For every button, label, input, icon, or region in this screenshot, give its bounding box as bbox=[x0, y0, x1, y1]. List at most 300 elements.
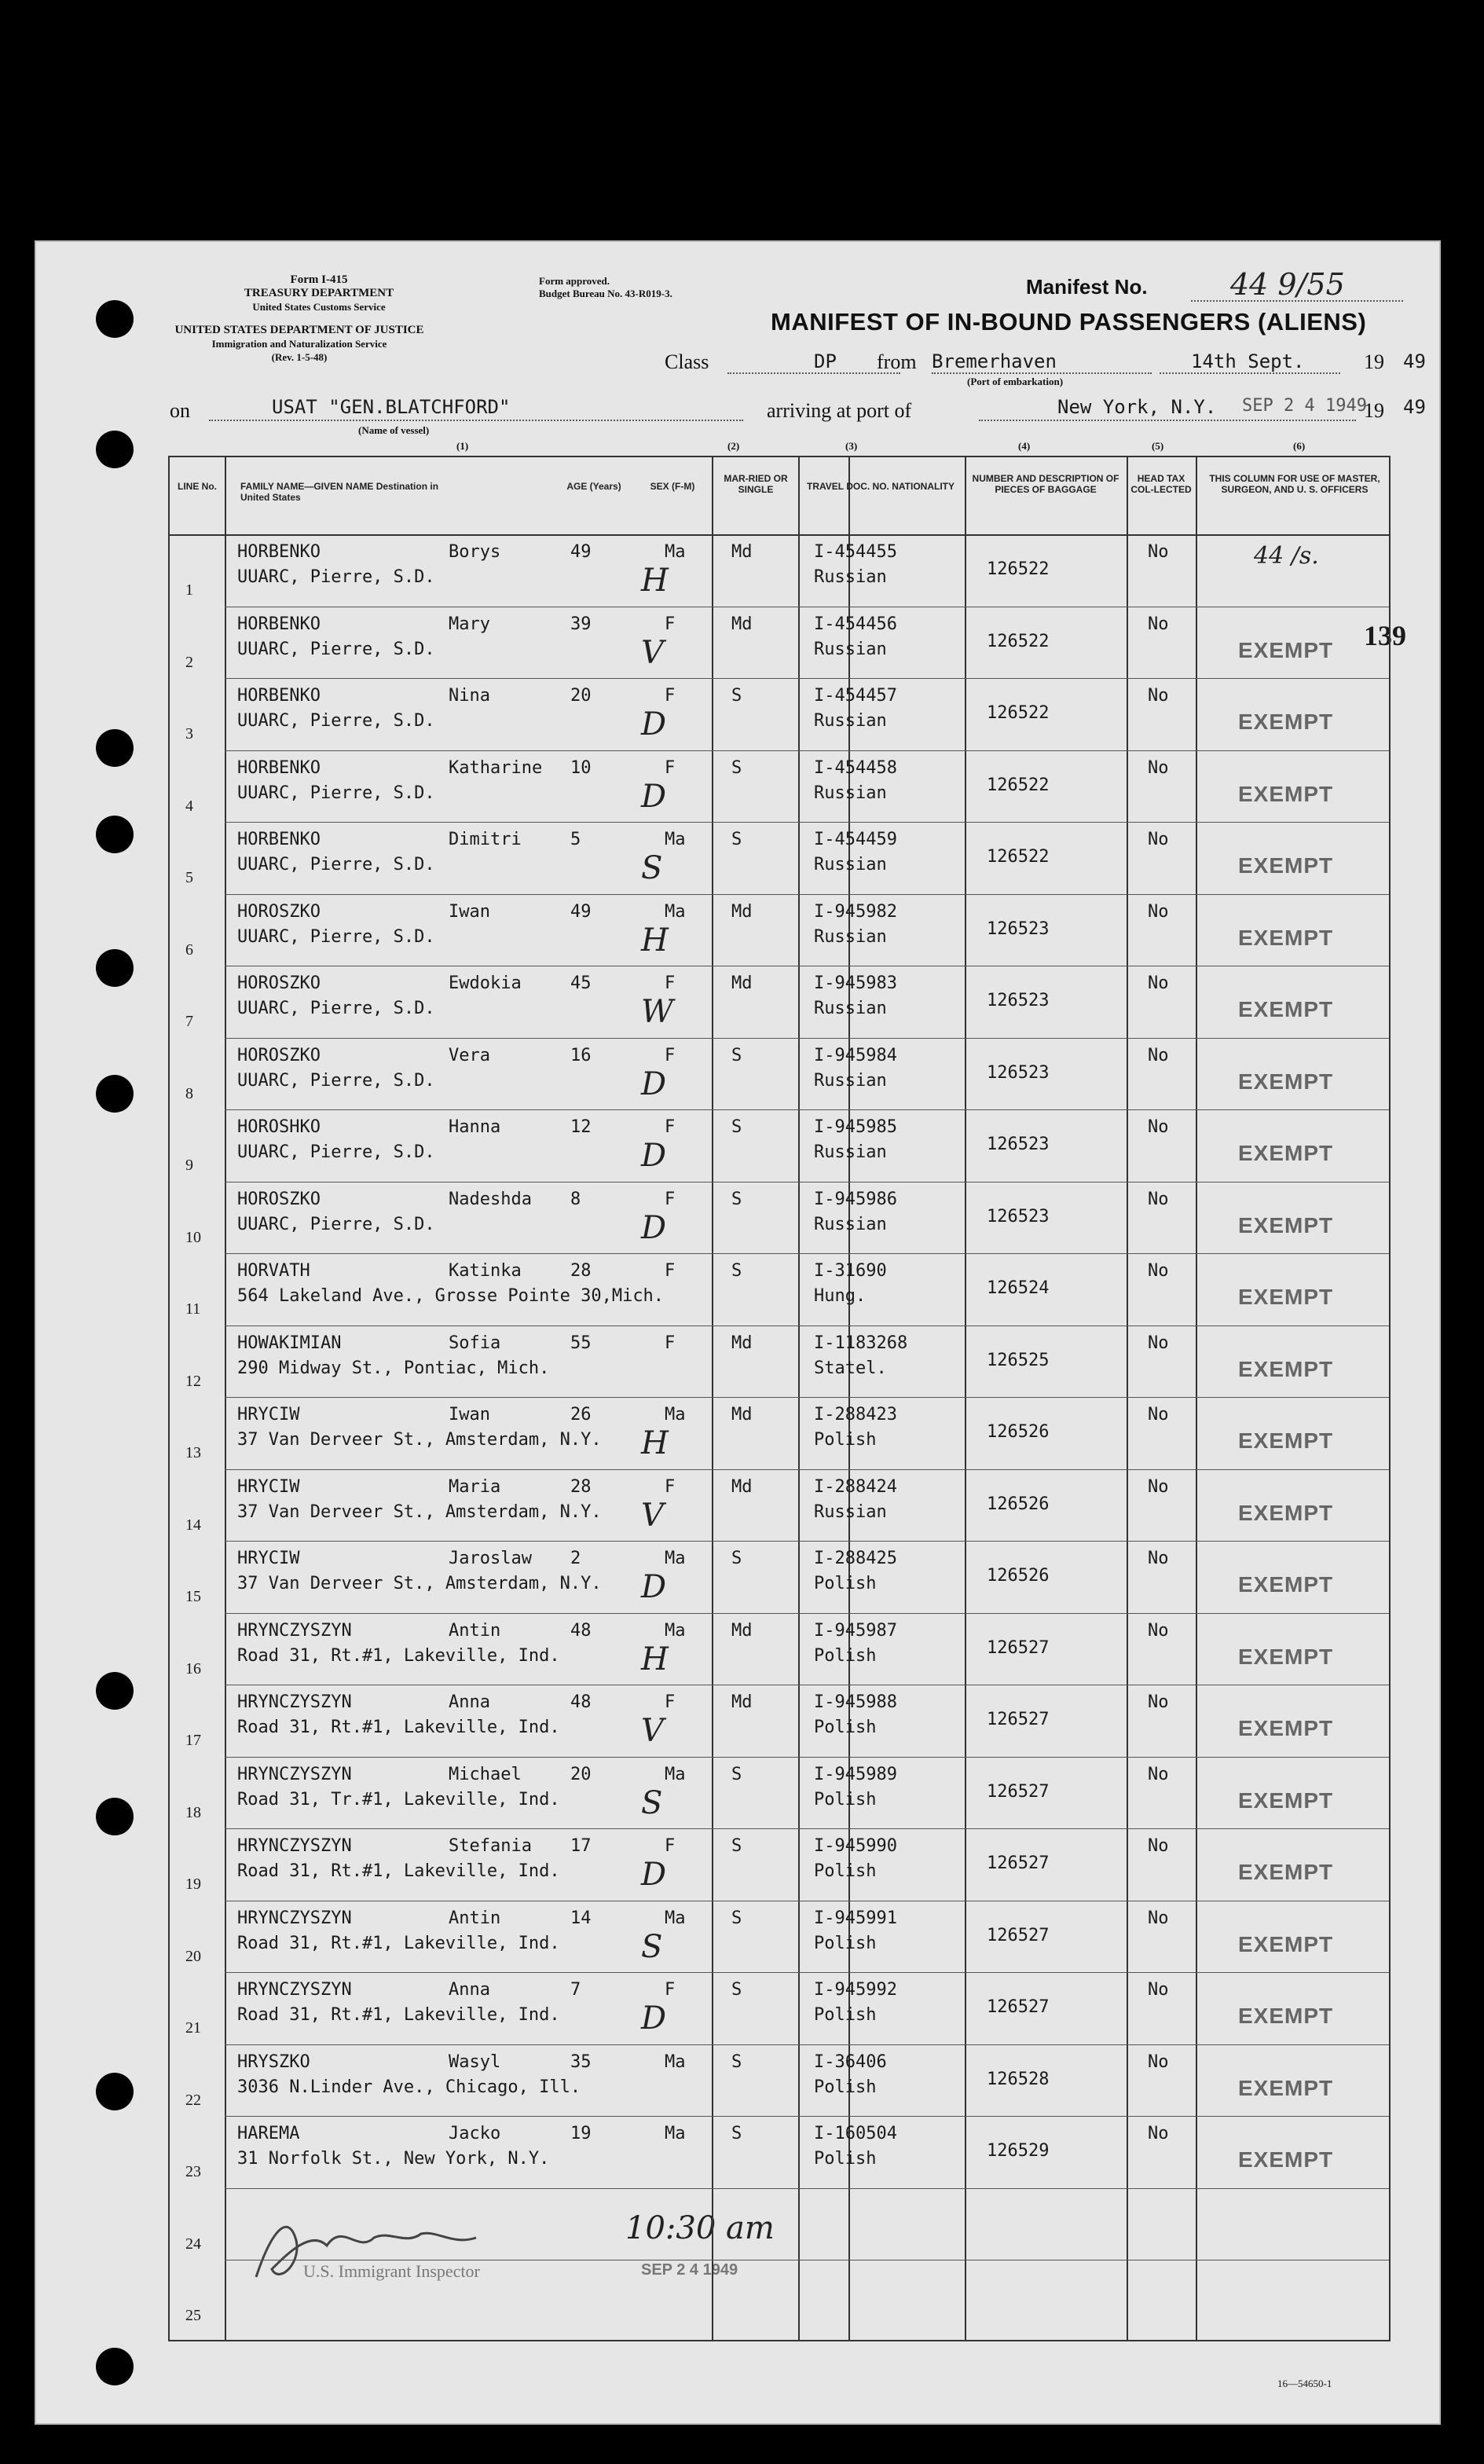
baggage-no: 126527 bbox=[987, 1637, 1050, 1658]
officer-note: 44 /s. bbox=[1254, 542, 1319, 570]
head-tax: No bbox=[1148, 1764, 1169, 1784]
justice-label: UNITED STATES DEPARTMENT OF JUSTICE bbox=[174, 324, 424, 336]
baggage-no: 126523 bbox=[987, 991, 1050, 1010]
handwritten-mark: V bbox=[641, 1497, 664, 1534]
travel-doc-no: I-945987 bbox=[814, 1620, 897, 1641]
nationality: Polish bbox=[814, 1718, 877, 1737]
age: 14 bbox=[570, 1908, 592, 1928]
age: 49 bbox=[570, 901, 592, 922]
head-tax: No bbox=[1148, 1261, 1169, 1281]
line-number: 12 bbox=[185, 1372, 201, 1390]
nationality: Polish bbox=[814, 2077, 877, 2097]
nationality: Polish bbox=[814, 1430, 877, 1450]
handwritten-mark: D bbox=[641, 1209, 667, 1246]
nationality: Statel. bbox=[814, 1358, 887, 1378]
head-tax: No bbox=[1148, 1333, 1169, 1353]
exempt-stamp: EXEMPT bbox=[1238, 637, 1334, 662]
punch-hole bbox=[96, 816, 134, 853]
head-tax: No bbox=[1148, 614, 1169, 634]
exempt-stamp: EXEMPT bbox=[1238, 1716, 1334, 1740]
header-married: MAR-RIED OR SINGLE bbox=[724, 473, 788, 495]
baggage-no: 126522 bbox=[987, 775, 1050, 795]
family-name: HRYNCZYSZYN bbox=[237, 1980, 352, 2000]
family-name: HRYCIW bbox=[237, 1405, 300, 1424]
sex: F bbox=[665, 757, 676, 778]
given-name: Jacko bbox=[449, 2124, 501, 2143]
date-value: 14th Sept. bbox=[1191, 350, 1305, 372]
customs-label: United States Customs Service bbox=[252, 301, 386, 313]
age: 55 bbox=[570, 1333, 592, 1353]
punch-hole bbox=[96, 1798, 134, 1835]
class-line bbox=[727, 372, 900, 374]
family-name: HOROSZKO bbox=[237, 1189, 321, 1209]
inspector-label: U.S. Immigrant Inspector bbox=[303, 2261, 480, 2281]
destination: UUARC, Pierre, S.D. bbox=[237, 926, 435, 947]
destination: 290 Midway St., Pontiac, Mich. bbox=[237, 1358, 550, 1378]
head-tax: No bbox=[1148, 1908, 1169, 1928]
handwritten-mark: D bbox=[641, 2000, 667, 2037]
family-name: HRYCIW bbox=[237, 1476, 300, 1497]
punch-hole bbox=[96, 431, 134, 468]
marital-status: S bbox=[731, 2124, 742, 2143]
header-officers: THIS COLUMN FOR USE OF MASTER, SURGEON, AND U. S. OFFICERS bbox=[1209, 473, 1380, 495]
destination: UUARC, Pierre, S.D. bbox=[237, 783, 435, 803]
family-name: HORBENKO bbox=[237, 830, 321, 849]
handwritten-mark: S bbox=[641, 1928, 663, 1965]
handwritten-mark: H bbox=[641, 563, 669, 599]
line-number: 2 bbox=[185, 653, 193, 671]
travel-doc-no: I-454459 bbox=[814, 830, 897, 849]
travel-doc-no: I-160504 bbox=[814, 2124, 897, 2143]
sex: F bbox=[665, 1045, 676, 1065]
from-line bbox=[932, 372, 1152, 374]
line-number: 14 bbox=[185, 1516, 201, 1534]
handwritten-mark: D bbox=[641, 706, 667, 742]
given-name: Nadeshda bbox=[449, 1189, 532, 1209]
col-divider bbox=[1196, 457, 1197, 2340]
row-divider bbox=[225, 1828, 1389, 1829]
nationality: Polish bbox=[814, 1861, 877, 1881]
line-number: 13 bbox=[185, 1444, 201, 1461]
marital-status: Md bbox=[731, 542, 753, 562]
head-tax: No bbox=[1148, 830, 1169, 849]
baggage-no: 126522 bbox=[987, 559, 1050, 579]
row-divider bbox=[225, 894, 1389, 895]
age: 26 bbox=[570, 1405, 592, 1424]
given-name: Maria bbox=[449, 1476, 501, 1497]
rev-label: (Rev. 1-5-48) bbox=[271, 351, 328, 363]
destination: UUARC, Pierre, S.D. bbox=[237, 1070, 435, 1091]
nationality: Hung. bbox=[814, 1286, 867, 1306]
punch-hole bbox=[96, 2073, 134, 2110]
exempt-stamp: EXEMPT bbox=[1238, 1212, 1334, 1238]
line-number: 8 bbox=[185, 1084, 193, 1102]
manifest-no-label: Manifest No. bbox=[1026, 275, 1148, 299]
form-id-block bbox=[201, 273, 437, 314]
baggage-no: 126524 bbox=[987, 1278, 1050, 1298]
nationality: Polish bbox=[814, 2005, 877, 2025]
nationality: Russian bbox=[814, 783, 887, 803]
exempt-stamp: EXEMPT bbox=[1238, 2075, 1334, 2100]
exempt-stamp: EXEMPT bbox=[1238, 1428, 1334, 1453]
marital-status: Md bbox=[731, 1692, 753, 1712]
handwritten-mark: S bbox=[641, 850, 663, 886]
destination: 37 Van Derveer St., Amsterdam, N.Y. bbox=[237, 1430, 602, 1450]
row-divider bbox=[225, 1972, 1389, 1973]
header-divider bbox=[170, 534, 1389, 536]
row-divider bbox=[225, 1469, 1389, 1470]
sex: F bbox=[665, 614, 676, 634]
given-name: Wasyl bbox=[449, 2052, 501, 2072]
sex: Ma bbox=[665, 2124, 686, 2143]
ins-label: Immigration and Naturalization Service bbox=[211, 338, 387, 350]
col-divider bbox=[712, 457, 713, 2340]
given-name: Antin bbox=[449, 1908, 501, 1928]
head-tax: No bbox=[1148, 974, 1169, 993]
from-value: Bremerhaven bbox=[932, 350, 1057, 372]
age: 28 bbox=[570, 1261, 592, 1281]
exempt-stamp: EXEMPT bbox=[1238, 1644, 1334, 1669]
destination: UUARC, Pierre, S.D. bbox=[237, 855, 435, 874]
passenger-table bbox=[168, 456, 1391, 2341]
nationality: Russian bbox=[814, 855, 887, 874]
head-tax: No bbox=[1148, 686, 1169, 706]
year-value: 49 bbox=[1403, 350, 1426, 372]
header-name: FAMILY NAME—GIVEN NAME Destination in United States bbox=[240, 481, 439, 503]
arrival-year-prefix: 19 bbox=[1364, 399, 1384, 422]
nationality: Russian bbox=[814, 1214, 887, 1234]
family-name: HRYNCZYSZYN bbox=[237, 1764, 352, 1784]
nationality: Polish bbox=[814, 1574, 877, 1593]
age: 20 bbox=[570, 1764, 592, 1784]
marital-status: S bbox=[731, 1764, 742, 1784]
baggage-no: 126526 bbox=[987, 1566, 1050, 1586]
baggage-no: 126526 bbox=[987, 1494, 1050, 1514]
given-name: Anna bbox=[449, 1692, 490, 1712]
baggage-no: 126525 bbox=[987, 1350, 1050, 1370]
handwritten-mark: H bbox=[641, 922, 669, 959]
destination: 31 Norfolk St., New York, N.Y. bbox=[237, 2149, 550, 2169]
marital-status: S bbox=[731, 2052, 742, 2072]
age: 7 bbox=[570, 1980, 581, 2000]
budget-label: Budget Bureau No. 43-R019-3. bbox=[539, 288, 672, 299]
punch-hole bbox=[96, 1672, 134, 1710]
sex: Ma bbox=[665, 1620, 686, 1641]
given-name: Mary bbox=[449, 614, 490, 634]
travel-doc-no: I-288425 bbox=[814, 1549, 897, 1568]
given-name: Antin bbox=[449, 1620, 501, 1641]
head-tax: No bbox=[1148, 1476, 1169, 1497]
age: 35 bbox=[570, 2052, 592, 2072]
baggage-no: 126526 bbox=[987, 1422, 1050, 1442]
family-name: HRYNCZYSZYN bbox=[237, 1836, 352, 1856]
nationality: Russian bbox=[814, 639, 887, 659]
nationality: Russian bbox=[814, 1142, 887, 1162]
handwritten-mark: D bbox=[641, 1569, 667, 1605]
sex: F bbox=[665, 1980, 676, 2000]
line-number: 20 bbox=[185, 1947, 201, 1965]
sex: F bbox=[665, 1836, 676, 1856]
family-name: HOROSHKO bbox=[237, 1117, 321, 1137]
marital-status: Md bbox=[731, 901, 753, 922]
line-number: 19 bbox=[185, 1876, 201, 1893]
destination: Road 31, Rt.#1, Lakeville, Ind. bbox=[237, 1645, 560, 1666]
nationality: Polish bbox=[814, 1789, 877, 1810]
age: 48 bbox=[570, 1620, 592, 1641]
travel-doc-no: I-454455 bbox=[814, 542, 897, 562]
baggage-no: 126523 bbox=[987, 1206, 1050, 1226]
line-number: 6 bbox=[185, 940, 193, 959]
nationality: Russian bbox=[814, 567, 887, 587]
line-number: 9 bbox=[185, 1157, 193, 1174]
head-tax: No bbox=[1148, 1045, 1169, 1065]
treasury-label: TREASURY DEPARTMENT bbox=[244, 287, 394, 299]
form-number: Form I-415 bbox=[290, 273, 348, 286]
exempt-stamp: EXEMPT bbox=[1238, 1069, 1334, 1094]
sex: F bbox=[665, 686, 676, 706]
baggage-no: 126527 bbox=[987, 1854, 1050, 1873]
row-divider bbox=[225, 1757, 1389, 1758]
destination: UUARC, Pierre, S.D. bbox=[237, 1214, 435, 1234]
head-tax: No bbox=[1148, 2052, 1169, 2072]
travel-doc-no: I-1183268 bbox=[814, 1333, 908, 1353]
punch-hole bbox=[96, 949, 134, 987]
marital-status: Md bbox=[731, 1620, 753, 1641]
arrival-stamp: SEP 2 4 1949 bbox=[1242, 396, 1367, 416]
travel-doc-no: I-945985 bbox=[814, 1117, 897, 1137]
age: 16 bbox=[570, 1045, 592, 1065]
travel-doc-no: I-454456 bbox=[814, 614, 897, 634]
col-divider bbox=[225, 457, 226, 2340]
row-divider bbox=[225, 1038, 1389, 1039]
head-tax: No bbox=[1148, 1692, 1169, 1712]
given-name: Iwan bbox=[449, 901, 490, 922]
age: 17 bbox=[570, 1836, 592, 1856]
baggage-no: 126527 bbox=[987, 1710, 1050, 1729]
family-name: HOROSZKO bbox=[237, 901, 321, 922]
age: 45 bbox=[570, 974, 592, 993]
line-number: 3 bbox=[185, 725, 193, 742]
col-divider bbox=[965, 457, 966, 2340]
punch-hole bbox=[96, 2348, 134, 2385]
travel-doc-no: I-945984 bbox=[814, 1045, 897, 1065]
approval-block bbox=[539, 275, 672, 300]
line-number: 15 bbox=[185, 1588, 201, 1605]
given-name: Katinka bbox=[449, 1261, 522, 1281]
line-number: 25 bbox=[185, 2307, 201, 2324]
destination: 37 Van Derveer St., Amsterdam, N.Y. bbox=[237, 1574, 602, 1593]
head-tax: No bbox=[1148, 542, 1169, 562]
baggage-no: 126523 bbox=[987, 918, 1050, 939]
handwritten-mark: W bbox=[641, 994, 674, 1030]
manifest-title: MANIFEST OF IN-BOUND PASSENGERS (ALIENS) bbox=[771, 308, 1367, 336]
marital-status: S bbox=[731, 1045, 742, 1065]
header-travel: TRAVEL DOC. NO. NATIONALITY bbox=[807, 481, 955, 492]
nationality: Polish bbox=[814, 2149, 877, 2169]
exempt-stamp: EXEMPT bbox=[1238, 1500, 1334, 1525]
sex: F bbox=[665, 1333, 676, 1353]
line-number: 17 bbox=[185, 1732, 201, 1749]
family-name: HORVATH bbox=[237, 1261, 310, 1281]
given-name: Jaroslaw bbox=[449, 1549, 532, 1568]
row-divider bbox=[225, 1397, 1389, 1398]
line-number: 21 bbox=[185, 2019, 201, 2037]
destination: Road 31, Rt.#1, Lakeville, Ind. bbox=[237, 2005, 560, 2025]
given-name: Michael bbox=[449, 1764, 522, 1784]
age: 48 bbox=[570, 1692, 592, 1712]
exempt-stamp: EXEMPT bbox=[1238, 925, 1334, 950]
port-embark-label: (Port of embarkation) bbox=[967, 376, 1064, 387]
sex: F bbox=[665, 1117, 676, 1137]
time-stamp: SEP 2 4 1949 bbox=[641, 2261, 738, 2279]
exempt-stamp: EXEMPT bbox=[1238, 1572, 1334, 1597]
family-name: HRYNCZYSZYN bbox=[237, 1692, 352, 1712]
line-number: 18 bbox=[185, 1803, 201, 1821]
date-line bbox=[1160, 372, 1340, 374]
marital-status: Md bbox=[731, 1476, 753, 1497]
handwritten-mark: H bbox=[641, 1641, 669, 1678]
destination: Road 31, Tr.#1, Lakeville, Ind. bbox=[237, 1789, 560, 1810]
given-name: Dimitri bbox=[449, 830, 522, 849]
nationality: Russian bbox=[814, 999, 887, 1018]
marital-status: Md bbox=[731, 974, 753, 993]
family-name: HOROSZKO bbox=[237, 974, 321, 993]
row-divider bbox=[225, 1613, 1389, 1614]
head-tax: No bbox=[1148, 2124, 1169, 2143]
family-name: HORBENKO bbox=[237, 614, 321, 634]
manifest-no-value: 44 9/55 bbox=[1230, 267, 1345, 302]
travel-doc-no: I-288423 bbox=[814, 1405, 897, 1424]
marital-status: S bbox=[731, 1908, 742, 1928]
line-number: 23 bbox=[185, 2163, 201, 2180]
col-number-5: (5) bbox=[1152, 440, 1164, 452]
row-divider bbox=[225, 822, 1389, 823]
sex: Ma bbox=[665, 830, 686, 849]
marital-status: S bbox=[731, 830, 742, 849]
family-name: HRYNCZYSZYN bbox=[237, 1620, 352, 1641]
given-name: Katharine bbox=[449, 757, 543, 778]
travel-doc-no: I-945989 bbox=[814, 1764, 897, 1784]
handwritten-mark: V bbox=[641, 1713, 664, 1749]
handwritten-mark: D bbox=[641, 1065, 667, 1102]
approved-label: Form approved. bbox=[539, 275, 610, 287]
age: 28 bbox=[570, 1476, 592, 1497]
exempt-stamp: EXEMPT bbox=[1238, 1788, 1334, 1813]
destination: Road 31, Rt.#1, Lakeville, Ind. bbox=[237, 1718, 560, 1737]
travel-doc-no: I-454458 bbox=[814, 757, 897, 778]
destination: Road 31, Rt.#1, Lakeville, Ind. bbox=[237, 1933, 560, 1953]
handwritten-mark: V bbox=[641, 634, 664, 671]
given-name: Anna bbox=[449, 1980, 490, 2000]
family-name: HAREMA bbox=[237, 2124, 300, 2143]
vessel-label: (Name of vessel) bbox=[358, 424, 430, 436]
row-divider bbox=[225, 1109, 1389, 1110]
age: 49 bbox=[570, 542, 592, 562]
head-tax: No bbox=[1148, 1189, 1169, 1209]
footer-code: 16—54650-1 bbox=[1277, 2378, 1332, 2389]
given-name: Sofia bbox=[449, 1333, 501, 1353]
travel-doc-no: I-945990 bbox=[814, 1836, 897, 1856]
travel-doc-no: I-945991 bbox=[814, 1908, 897, 1928]
sex: Ma bbox=[665, 901, 686, 922]
age: 2 bbox=[570, 1549, 581, 1568]
line-number: 10 bbox=[185, 1228, 201, 1246]
exempt-stamp: EXEMPT bbox=[1238, 1860, 1334, 1884]
travel-doc-no: I-945988 bbox=[814, 1692, 897, 1712]
baggage-no: 126527 bbox=[987, 1781, 1050, 1802]
sex: F bbox=[665, 1692, 676, 1712]
handwritten-mark: D bbox=[641, 778, 667, 815]
exempt-stamp: EXEMPT bbox=[1238, 1931, 1334, 1956]
destination: UUARC, Pierre, S.D. bbox=[237, 999, 435, 1018]
destination: 3036 N.Linder Ave., Chicago, Ill. bbox=[237, 2077, 581, 2097]
nationality: Russian bbox=[814, 926, 887, 947]
family-name: HRYSZKO bbox=[237, 2052, 310, 2072]
manifest-no-line bbox=[1191, 300, 1403, 302]
class-value: DP bbox=[814, 350, 837, 372]
sex: Ma bbox=[665, 1764, 686, 1784]
sex: Ma bbox=[665, 1549, 686, 1568]
sex: F bbox=[665, 974, 676, 993]
given-name: Borys bbox=[449, 542, 501, 562]
col-number-2: (2) bbox=[727, 440, 740, 452]
destination: UUARC, Pierre, S.D. bbox=[237, 639, 435, 659]
marital-status: S bbox=[731, 1117, 742, 1137]
line-number: 5 bbox=[185, 869, 193, 886]
nationality: Polish bbox=[814, 1645, 877, 1666]
justice-block bbox=[162, 324, 437, 364]
col-number-3: (3) bbox=[845, 440, 858, 452]
age: 19 bbox=[570, 2124, 592, 2143]
exempt-stamp: EXEMPT bbox=[1238, 997, 1334, 1021]
sex: Ma bbox=[665, 1405, 686, 1424]
exempt-stamp: EXEMPT bbox=[1238, 2004, 1334, 2028]
from-label: from bbox=[877, 350, 917, 373]
header-sex: SEX (F-M) bbox=[650, 481, 695, 492]
exempt-stamp: EXEMPT bbox=[1238, 1285, 1334, 1309]
baggage-no: 126523 bbox=[987, 1062, 1050, 1083]
marital-status: Md bbox=[731, 614, 753, 634]
line-number: 1 bbox=[185, 581, 193, 599]
arrival-year: 49 bbox=[1403, 396, 1426, 418]
exempt-stamp: EXEMPT bbox=[1238, 1356, 1334, 1381]
punch-hole bbox=[96, 300, 134, 338]
row-divider bbox=[225, 678, 1389, 679]
line-number: 16 bbox=[185, 1659, 201, 1678]
marital-status: Md bbox=[731, 1405, 753, 1424]
col-divider bbox=[798, 457, 800, 2340]
class-label: Class bbox=[665, 350, 709, 373]
head-tax: No bbox=[1148, 757, 1169, 778]
baggage-no: 126522 bbox=[987, 631, 1050, 651]
given-name: Ewdokia bbox=[449, 974, 522, 993]
punch-hole bbox=[96, 1075, 134, 1113]
family-name: HRYCIW bbox=[237, 1549, 300, 1568]
age: 39 bbox=[570, 614, 592, 634]
arrival-port: New York, N.Y. bbox=[1057, 396, 1217, 418]
nationality: Russian bbox=[814, 1502, 887, 1522]
family-name: HORBENKO bbox=[237, 542, 321, 562]
line-number: 24 bbox=[185, 2235, 201, 2253]
on-label: on bbox=[170, 399, 190, 422]
baggage-no: 126523 bbox=[987, 1135, 1050, 1154]
travel-doc-no: I-36406 bbox=[814, 2052, 887, 2072]
travel-doc-no: I-945986 bbox=[814, 1189, 897, 1209]
row-divider bbox=[225, 750, 1389, 751]
destination: UUARC, Pierre, S.D. bbox=[237, 1142, 435, 1162]
travel-doc-no: I-454457 bbox=[814, 686, 897, 706]
nationality: Polish bbox=[814, 1933, 877, 1953]
